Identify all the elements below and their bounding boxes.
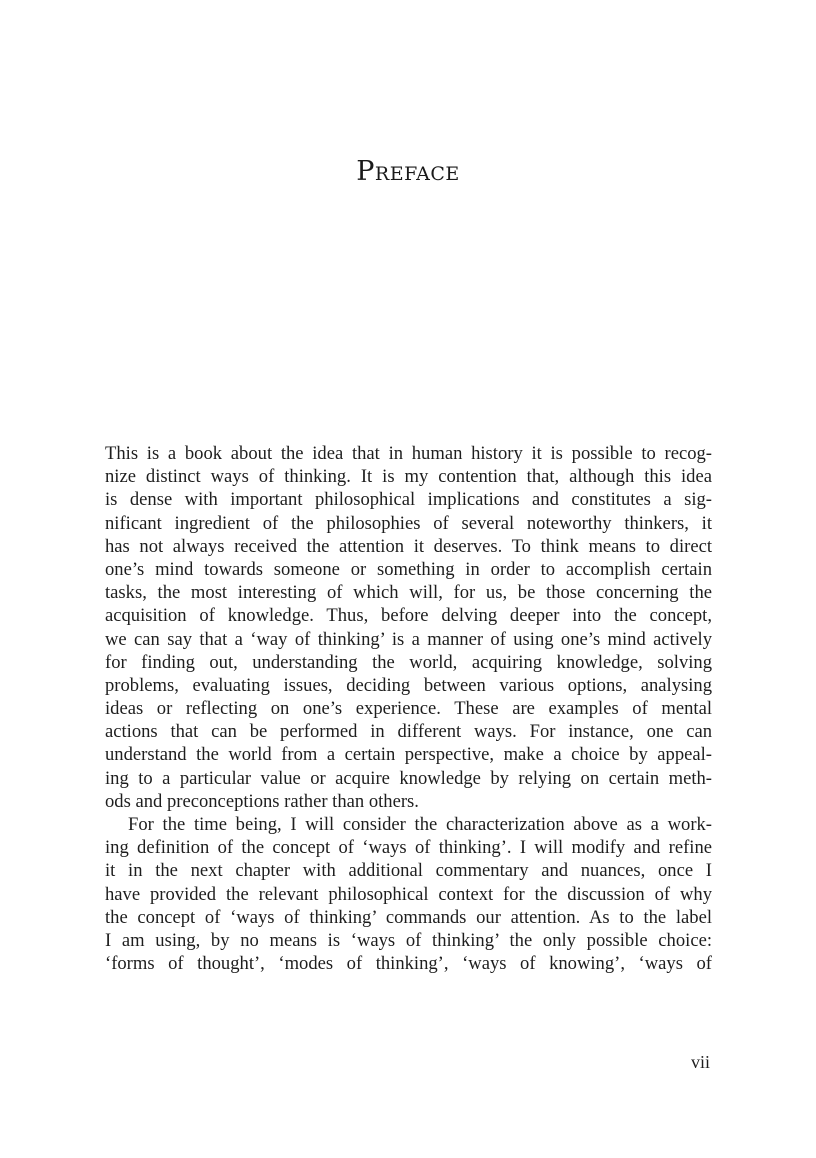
text-line: tasks, the most interesting of which will, for us, be those concerning the [105, 582, 712, 604]
text-line: is dense with important philosophical implications and constitutes a sig- [105, 489, 712, 511]
text-line: has not always received the attention it deserves. To think means to direct [105, 535, 712, 557]
page-number: vii [690, 1052, 710, 1072]
text-line: nificant ingredient of the philosophies of several noteworthy thinkers, it [105, 512, 712, 534]
text-line: we can say that a ‘way of thinking’ is a manner of using one’s mind actively [105, 628, 712, 650]
text-line: ‘forms of thought’, ‘modes of thinking’, ‘ways of knowing’, ‘ways of [105, 953, 712, 975]
text-line: actions that can be performed in different ways. For instance, one can [105, 721, 712, 743]
text-line: ing definition of the concept of ‘ways of thinking’. I will modify and refine [105, 837, 712, 859]
paragraph-1 [105, 442, 712, 813]
paragraph-2 [105, 813, 712, 975]
text-line: ideas or reflecting on one’s experience. These are examples of mental [105, 698, 712, 720]
body-text [105, 442, 712, 975]
text-line: I am using, by no means is ‘ways of thinking’ the only possible choice: [105, 929, 712, 951]
text-line: ing to a particular value or acquire knowledge by relying on certain meth- [105, 767, 712, 789]
text-line: acquisition of knowledge. Thus, before delving deeper into the concept, [105, 605, 712, 627]
text-line: nize distinct ways of thinking. It is my contention that, although this idea [105, 466, 712, 488]
page-title: Preface [356, 156, 460, 187]
text-line: one’s mind towards someone or something in order to accomplish certain [105, 558, 712, 580]
text-line: ods and preconceptions rather than others. [105, 790, 419, 812]
text-line: for finding out, understanding the world, acquiring knowledge, solving [105, 651, 712, 673]
text-line: This is a book about the idea that in human history it is possible to recog- [105, 443, 712, 464]
text-line: it in the next chapter with additional commentary and nuances, once I [105, 860, 712, 882]
text-line: understand the world from a certain perspective, make a choice by appeal- [105, 744, 712, 766]
text-line: problems, evaluating issues, deciding between various options, analysing [105, 674, 712, 696]
text-line: For the time being, I will consider the characterization above as a work- [128, 814, 712, 835]
text-line: have provided the relevant philosophical context for the discussion of why [105, 883, 712, 905]
text-line: the concept of ‘ways of thinking’ commands our attention. As to the label [105, 906, 712, 928]
